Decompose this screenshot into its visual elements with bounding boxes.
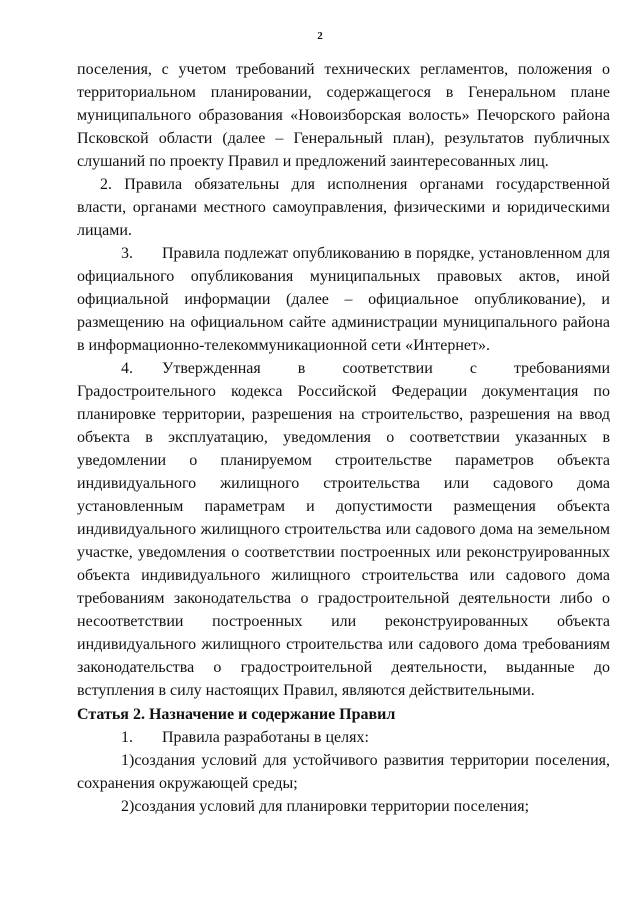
paragraph-continuation: поселения, с учетом требований технических регламентов, положения о территориальном планировании, содержащегося в Генеральном плане муниципального образования «Новоизборская волость» Печорского района Псковской области (далее – Генеральный план), результатов публичных слушаний по проекту Правил и предложений заинтересованных лиц. (77, 61, 610, 170)
subitem-number: 1) (121, 752, 135, 769)
paragraph-4 (77, 357, 610, 702)
paragraph-text: Утвержденная в соответствии с требованиями Градостроительного кодекса Российской Федерации документация по планировке территории, разрешения на строительство, разрешения на ввод объекта в эксплуатацию, уведомления о соответствии указанных в уведомлении о планируемом строительстве параметров объекта индивидуального жилищного строительства или садового дома установленным параметрам и допустимости размещения объекта индивидуального жилищного строительства или садового дома на земельном участке, уведомления о соответствии построенных или реконструированных объекта индивидуального жилищного строительства или садового дома требованиям законодательства о градостроительной деятельности либо о несоответствии построенных или реконструированных объекта индивидуального жилищного строительства или садового дома требованиям законодательства о градостроительной деятельности, выданные до вступления в силу настоящих Правил, являются действительными. (77, 360, 610, 699)
paragraph-number: 3. (121, 245, 133, 262)
paragraph-3 (77, 242, 610, 357)
article-item-1 (77, 726, 610, 749)
article-heading: Статья 2. Назначение и содержание Правил (77, 706, 396, 723)
subitem-number: 2) (121, 798, 135, 815)
page-number: 2 (317, 30, 323, 42)
paragraph-text: Правила подлежат опубликованию в порядке, установленном для официального опубликования муниципальных правовых актов, иной официальной информации (далее – официальное опубликование), и размещению на официальном сайте администрации муниципального района в информационно-телекоммуникационной сети «Интернет». (77, 245, 610, 354)
paragraph-number: 4. (121, 360, 133, 377)
paragraph-number: 2. (100, 176, 112, 193)
paragraph-2 (77, 173, 610, 242)
subitem-text: создания условий для устойчивого развития территории поселения, сохранения окружающей среды; (77, 752, 610, 792)
item-text: Правила разработаны в целях: (162, 729, 369, 746)
subitem-text: создания условий для планировки территории поселения; (134, 798, 530, 815)
document-body (77, 58, 610, 818)
subitem-2 (77, 795, 610, 818)
paragraph-text: Правила обязательны для исполнения органами государственной власти, органами местного самоуправления, физическими и юридическими лицами. (77, 176, 610, 239)
item-number: 1. (121, 729, 133, 746)
subitem-1 (77, 749, 610, 795)
